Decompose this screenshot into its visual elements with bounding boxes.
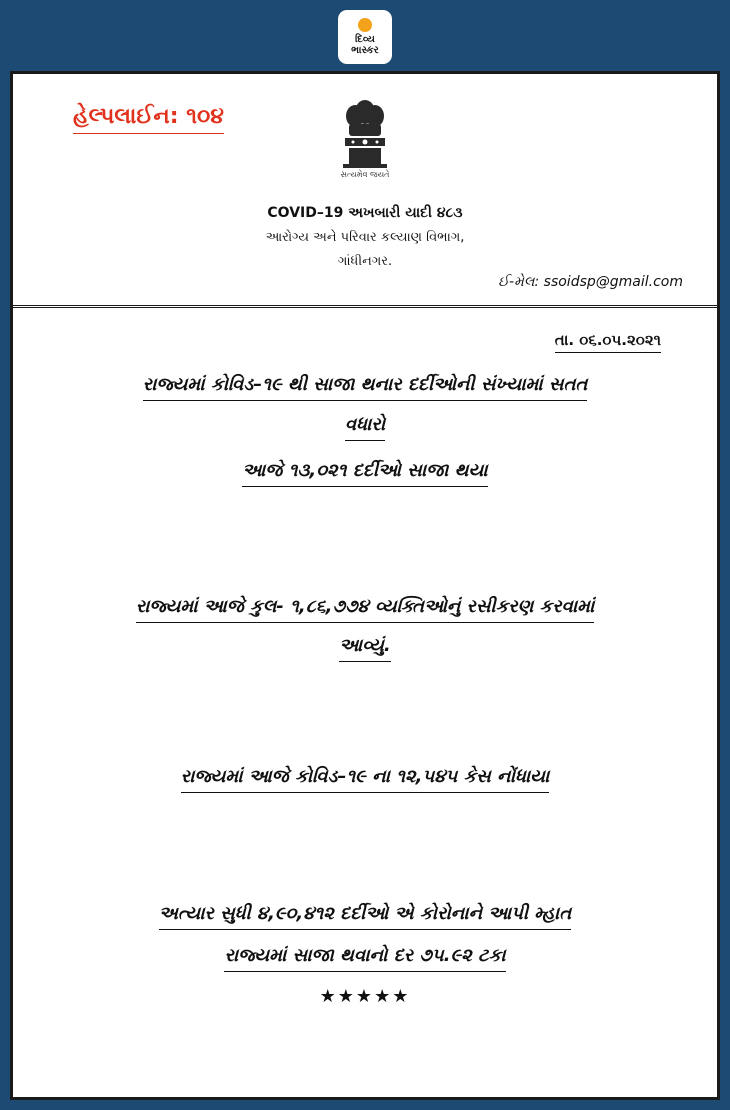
headline-recovered-today: આજે ૧૩,૦૨૧ દર્દીઓ સાજા થયા [13, 460, 717, 487]
department-name: આરોગ્ય અને પરિવાર કલ્યાણ વિભાગ, [265, 230, 465, 245]
helpline-number: હેલ્પલાઈન: ૧૦૪ [73, 104, 224, 134]
headline-recovery-rate: રાજ્યમાં સાજા થવાનો દર ૭૫.૯૨ ટકા [13, 945, 717, 972]
headline-recoveries-line-1: રાજ્યમાં કોવિડ–૧૯ થી સાજા થનાર દર્દીઓની સંખ્યામાં સતત [13, 374, 717, 401]
press-release-number: COVID–19 અખબારી યાદી ૪૮૩ [267, 205, 463, 221]
logo-line-2: ભાસ્કર [351, 45, 379, 56]
headline-recoveries-line-2: વધારો [13, 414, 717, 441]
headline-vaccination-line-2: આવ્યું. [13, 635, 717, 662]
emblem-motto: સત્યમેવ જયતે [340, 170, 390, 179]
headline-total-recovered: અત્યાર સુધી ૪,૯૦,૪૧૨ દર્દીઓ એ કોરોનાને આપી મ્હાત [13, 903, 717, 930]
divya-bhaskar-logo [338, 10, 392, 64]
contact-email: ઈ-મેલ: ssoidsp@gmail.com [498, 274, 683, 290]
city-name: ગાંધીનગર. [337, 254, 393, 269]
sun-icon [358, 18, 372, 32]
headline-new-cases: રાજ્યમાં આજે કોવિડ–૧૯ ના ૧૨,૫૪૫ કેસ નોંધાયા [13, 766, 717, 793]
headline-vaccination-line-1: રાજ્યમાં આજે કુલ- ૧,૮૬,૭૭૪ વ્યક્તિઓનું રસીકરણ કરવામાં [13, 596, 717, 623]
logo-line-1: દિવ્ય [355, 34, 375, 45]
letterhead [13, 74, 717, 308]
release-date: તા. ૦૬.૦૫.૨૦૨૧ [555, 331, 661, 353]
press-release-document [10, 71, 720, 1100]
end-stars: ★★★★★ [319, 986, 411, 1007]
state-emblem-icon [335, 98, 395, 178]
